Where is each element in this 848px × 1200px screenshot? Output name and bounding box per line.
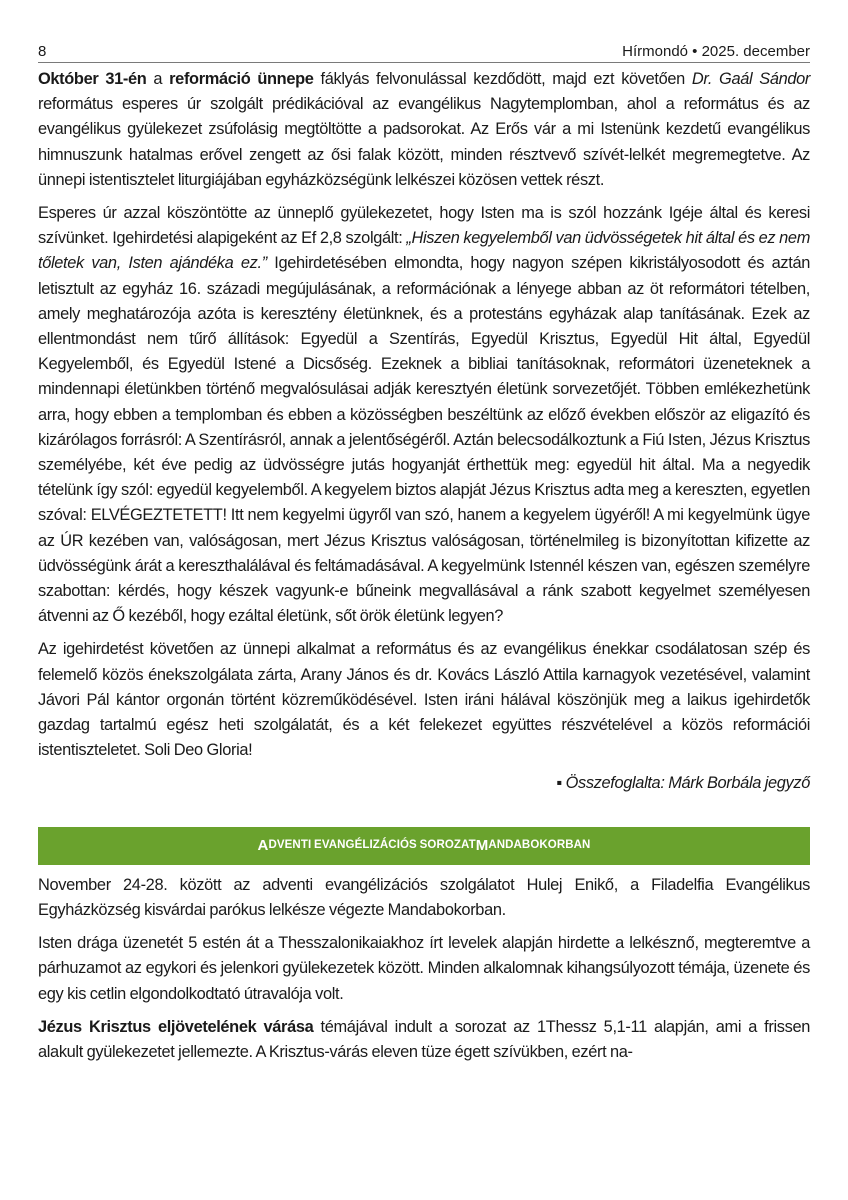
bible-quote: „Hiszen kegyelemből van üdvösségetek hit által és ez nem tőletek van, Isten ajándéka ez.” (38, 229, 811, 273)
banner-text: ANDABOKORBAN (488, 839, 591, 852)
text: a (146, 70, 170, 88)
paragraph (38, 1015, 810, 1065)
newsletter-page (38, 38, 810, 1073)
bold-text: reformáció ünnepe (169, 70, 314, 88)
text: Igehirdetésében elmondta, hogy nagyon szépen kikristályosodott és aztán letisztult az egyház 16. századi megújulásának, a reformációnak a lényege abban az öt reformátori tételben, amely meghatározója azóta is keresztény életünknek, és a protestáns egyházak alap tanításának. Ezek az ellentmondást nem tűrő állítások: Egyedül a Szentírás, Egyedül Krisztus, Egyedül Hit által, Egyedül Kegyelemből, és Egyedül Istené a Dicsőség. Ezeknek a bibliai tanításoknak, reformátori üzeneteknek a mindennapi életünkben történő megvalósulásai adják keresztyén életünk sorvezetőjét. Többen emlékezhetünk arra, hogy ebben a templomban és ebben a közösségben beszéltünk az előző években először az eligazító és kizárólagos forrásról: A Szentírásról, annak a jelentőségéről. Aztán belecsodálkoztunk a Fiú Isten, Jézus Krisztus személyébe, két éve pedig az üdvösségre jutás hogyanját érthettük meg: egyedül hit által. Ma a negyedik tételünk így szól: egyedül kegyelemből. A kegyelem biztos alapját Jézus Krisztus adta meg a kereszten, egyetlen szóval: ELVÉGEZTETETT! Itt nem kegyelmi ügyről van szó, hanem a kegyelem ügyéről! A mi kegyelmünk ügye az ÚR kezében van, valóságosan, mert Jézus Krisztus valóságosan, történelmileg is bizonyítottan kifizette az üdvösségünk árát a kereszthalálával és feltámadásával. A kegyelmünk Istennél készen van, egészen személyre szabottan: kérdés, hogy készek vagyunk-e bűneink megvallásával a ránk szabott kegyelmet személyesen átvenni az Ő kezéből, hogy ezáltal életünk, sőt örök életünk legyen? (38, 254, 810, 626)
page-header (38, 38, 810, 63)
paragraph (38, 67, 810, 193)
article-reformation (38, 67, 810, 1065)
banner-cap: A (257, 837, 269, 855)
banner-text: DVENTI EVANGÉLIZÁCIÓS SOROZAT (268, 839, 476, 852)
bold-text: Jézus Krisztus eljövetelének várása (38, 1017, 314, 1036)
section-banner (38, 827, 810, 865)
paragraph: Az igehirdetést követően az ünnepi alkalmat a református és az evangélikus énekkar csodálatosan szép és felemelő közös énekszolgálata zárta, Arany János és dr. Kovács László Attila karnagyok vezetésével, valamint Jávori Pál kántor orgonán történt közreműködésével. Isten iráni hálával köszönjük meg a laikus igehirdetők gazdag tartalmú egész heti szolgálatát, és a két felekezet együttes részvételével a közös reformációi istentiszteletet. Soli Deo Gloria! (38, 640, 810, 760)
italic-name: Dr. Gaál Sándor (691, 70, 810, 88)
text: fáklyás felvonulással kezdődött, majd ezt követően (313, 70, 692, 88)
publication-title: Hírmondó • 2025. december (622, 43, 810, 60)
text: témájával indult a sorozat az 1Thessz 5,1-11 alapján, ami a frissen alakult gyülekezetet jellemezte. A Krisztus-várás eleven tüze égett szívükben, ezért na- (38, 1017, 810, 1061)
banner-cap: M (475, 837, 489, 855)
paragraph: Isten drága üzenetét 5 estén át a Thesszalonikaiakhoz írt levelek alapján hirdette a lelkésznő, megteremtve a párhuzamot az egykori és jelenkori gyülekezetek között. Minden alkalomnak kihangsúlyozott témája, üzenete és egy kis cetlin elgondolkodtató útravalója volt. (38, 934, 810, 1003)
text: református esperes úr szolgált prédikációval az evangélikus Nagytemplomban, ahol a református és az evangélikus gyülekezet zsúfolásig megtöltötte a padsorokat. Az Erős vár a mi Istenünk kezdetű evangélikus himnuszunk hatalmas erővel zengett az ősi falak között, minden résztvevő szívét-lelkét megremegtetve. Az ünnepi istentisztelet liturgiájában egyházközségünk lelkészei közösen vettek részt. (38, 95, 810, 189)
page-number: 8 (38, 43, 47, 60)
author-signature: ▪ Összefoglalta: Márk Borbála jegyző (556, 774, 810, 793)
text: Esperes úr azzal köszöntötte az ünneplő gyülekezetet, hogy Isten ma is szól hozzánk Igéje által és keresi szívünket. Igehirdetési alapigeként az Ef 2,8 szolgált: (38, 204, 810, 248)
paragraph (38, 201, 810, 629)
bold-text: Október 31-én (38, 70, 147, 88)
paragraph: November 24-28. között az adventi evangélizációs szolgálatot Hulej Enikő, a Filadelfia Evangélikus Egyházközség kisvárdai parókus lelkésze végezte Mandabokorban. (38, 875, 810, 919)
